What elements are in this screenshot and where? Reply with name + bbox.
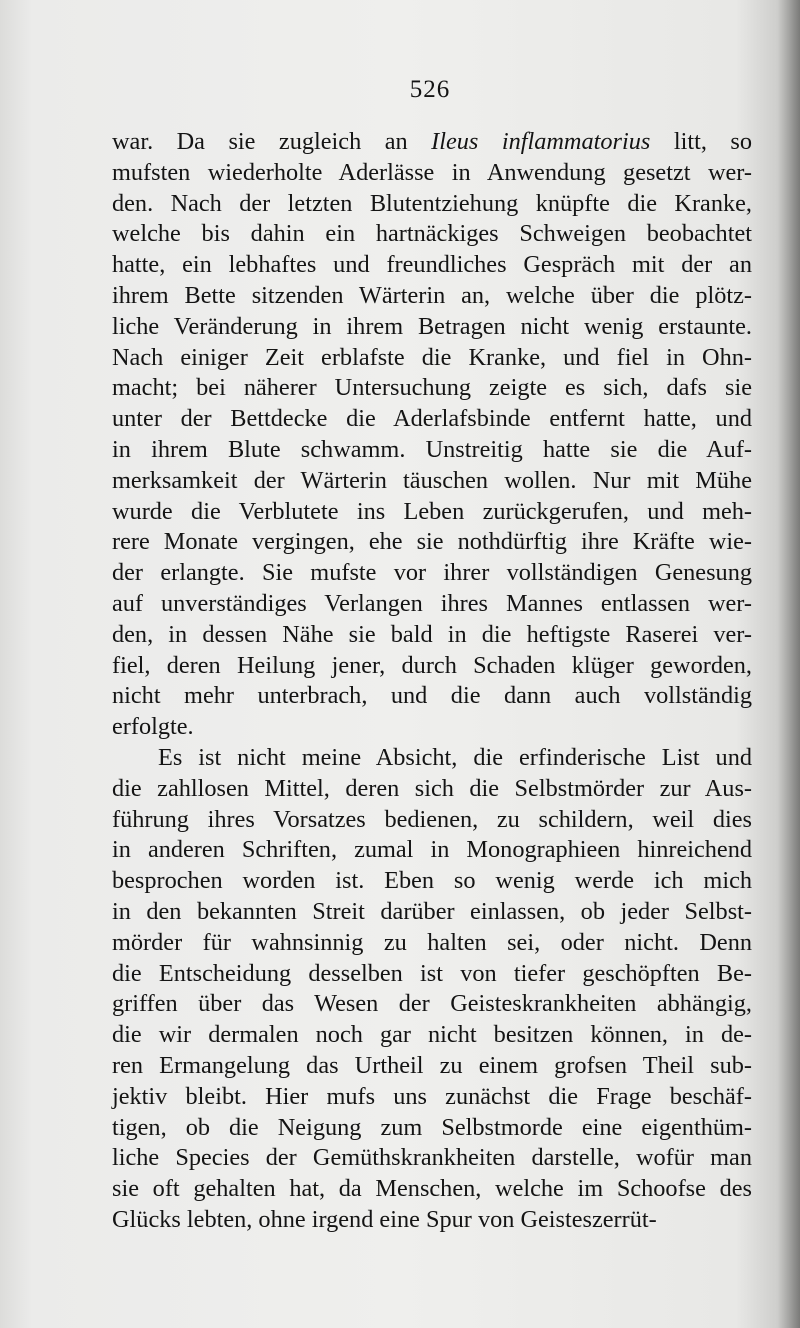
text-line: die zahllosen Mittel, deren sich die Selbstmörder zur Aus-: [112, 774, 752, 802]
text-line: in ihrem Blute schwamm. Unstreitig hatte sie die Auf-: [112, 435, 752, 463]
text-line: merksamkeit der Wärterin täuschen wollen. Nur mit Mühe: [112, 466, 752, 494]
text-line: wurde die Verblutete ins Leben zurückgerufen, und meh-: [112, 497, 752, 525]
text-line: rere Monate vergingen, ehe sie nothdürftig ihre Kräfte wie-: [112, 528, 752, 556]
text-line: ihrem Bette sitzenden Wärterin an, welche über die plötz-: [112, 281, 752, 309]
text-line: mörder für wahnsinnig zu halten sei, oder nicht. Denn: [112, 928, 752, 956]
text-line: Glücks lebten, ohne irgend eine Spur von Geisteszerrüt-: [112, 1205, 657, 1233]
text-line: Nach einiger Zeit erblafste die Kranke, und fiel in Ohn-: [112, 343, 752, 371]
text-line: der erlangte. Sie mufste vor ihrer vollständigen Genesung: [112, 559, 752, 587]
text-line: in den bekannten Streit darüber einlassen, ob jeder Selbst-: [112, 897, 752, 925]
text-line: Es ist nicht meine Absicht, die erfinderische List und: [158, 743, 752, 771]
text-line: griffen über das Wesen der Geisteskrankheiten abhängig,: [112, 990, 752, 1018]
text-line: auf unverständiges Verlangen ihres Mannes entlassen wer-: [112, 589, 752, 617]
page-edge-shadow: [778, 0, 800, 1328]
text-line: besprochen worden ist. Eben so wenig werde ich mich: [112, 867, 752, 895]
text-line: führung ihres Vorsatzes bedienen, zu schildern, weil dies: [112, 805, 752, 833]
text-line: in anderen Schriften, zumal in Monographieen hinreichend: [112, 836, 752, 864]
text-line: ren Ermangelung das Urtheil zu einem grofsen Theil sub-: [112, 1051, 752, 1079]
text-line: macht; bei näherer Untersuchung zeigte es sich, dafs sie: [112, 374, 752, 402]
body-text: [112, 127, 752, 1236]
text-line: war. Da sie zugleich an Ileus inflammatorius litt, so: [112, 128, 752, 155]
text-line: hatte, ein lebhaftes und freundliches Gespräch mit der an: [112, 251, 752, 279]
text-line: fiel, deren Heilung jener, durch Schaden klüger geworden,: [112, 651, 752, 679]
text-line: mufsten wiederholte Aderlässe in Anwendung gesetzt wer-: [112, 158, 752, 186]
text-line: den. Nach der letzten Blutentziehung knüpfte die Kranke,: [112, 189, 752, 217]
text-line: unter der Bettdecke die Aderlafsbinde entfernt hatte, und: [112, 405, 752, 433]
italic-term: Ileus inflammatorius: [431, 128, 651, 155]
text-line: liche Veränderung in ihrem Betragen nicht wenig erstaunte.: [112, 312, 752, 340]
text-line: jektiv bleibt. Hier mufs uns zunächst die Frage beschäf-: [112, 1082, 752, 1110]
text-line: die Entscheidung desselben ist von tiefer geschöpften Be-: [112, 959, 752, 987]
text-line: erfolgte.: [112, 713, 194, 741]
text-line: welche bis dahin ein hartnäckiges Schweigen beobachtet: [112, 220, 752, 248]
text-line: sie oft gehalten hat, da Menschen, welche im Schoofse des: [112, 1175, 752, 1203]
text-line: nicht mehr unterbrach, und die dann auch vollständig: [112, 682, 752, 710]
text-line: liche Species der Gemüthskrankheiten darstelle, wofür man: [112, 1144, 752, 1172]
text-line: den, in dessen Nähe sie bald in die heftigste Raserei ver-: [112, 620, 752, 648]
text-line: die wir dermalen noch gar nicht besitzen können, in de-: [112, 1021, 752, 1049]
page-number: 526: [409, 76, 451, 103]
text-line: tigen, ob die Neigung zum Selbstmorde eine eigenthüm-: [112, 1113, 752, 1141]
